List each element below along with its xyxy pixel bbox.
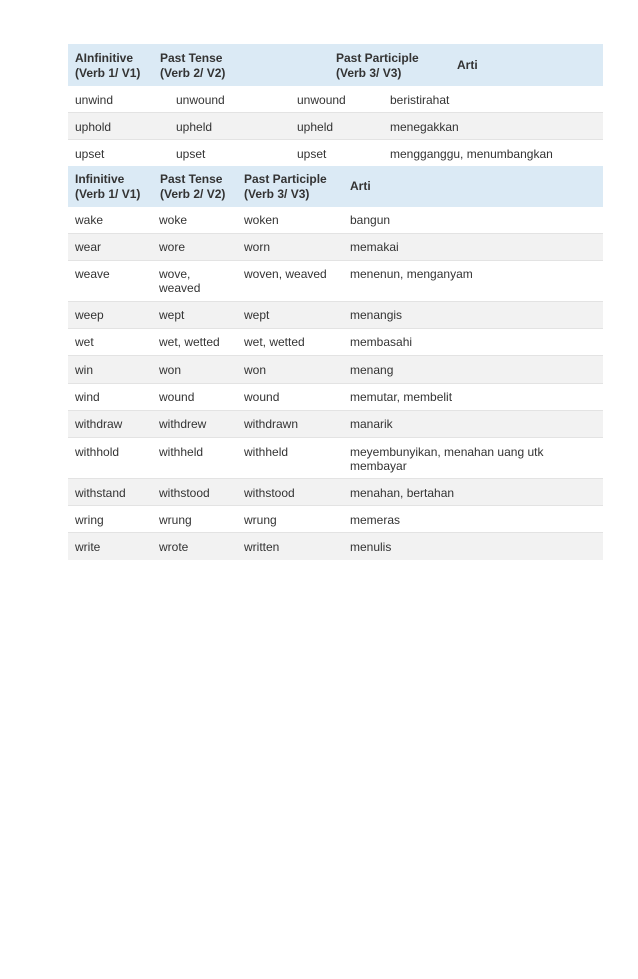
cell-past-tense: wet, wetted <box>159 335 220 349</box>
cell-past-tense: wrote <box>159 540 189 554</box>
table-row <box>68 207 603 234</box>
cell-arti: beristirahat <box>390 93 450 107</box>
cell-past-participle: wept <box>244 308 270 322</box>
cell-infinitive: wear <box>75 240 102 254</box>
cell-infinitive: unwind <box>75 93 114 107</box>
cell-arti: menulis <box>350 540 392 554</box>
cell-infinitive: win <box>75 363 94 377</box>
table2-header-past-tense: Past Tense (Verb 2/ V2) <box>160 172 226 201</box>
cell-past-participle: withdrawn <box>244 417 299 431</box>
cell-infinitive: wet <box>75 335 94 349</box>
table-row <box>68 384 603 411</box>
table-row <box>68 234 603 261</box>
cell-arti: meyembunyikan, menahan uang utk membayar <box>350 445 544 473</box>
table1-header-past-tense: Past Tense (Verb 2/ V2) <box>160 51 226 80</box>
cell-past-participle: unwound <box>297 93 346 107</box>
table1-header <box>68 44 603 86</box>
cell-infinitive: upset <box>75 147 105 161</box>
cell-past-tense: wrung <box>159 513 192 527</box>
table2-header-past-participle: Past Participle (Verb 3/ V3) <box>244 172 327 201</box>
cell-past-tense: wove, weaved <box>159 267 201 295</box>
cell-infinitive: write <box>75 540 101 554</box>
cell-past-participle: upset <box>297 147 327 161</box>
cell-arti: menenun, menganyam <box>350 267 473 281</box>
cell-past-tense: upheld <box>176 120 213 134</box>
table1-header-past-participle: Past Participle (Verb 3/ V3) <box>336 51 419 80</box>
cell-past-tense: woke <box>159 213 188 227</box>
table-row <box>68 438 603 479</box>
cell-arti: bangun <box>350 213 391 227</box>
table-row <box>68 86 603 113</box>
cell-past-participle: worn <box>244 240 271 254</box>
cell-infinitive: weep <box>75 308 104 322</box>
cell-past-participle: woven, weaved <box>244 267 327 281</box>
cell-infinitive: weave <box>75 267 110 281</box>
table-row <box>68 533 603 560</box>
cell-past-participle: withheld <box>244 445 289 459</box>
cell-past-tense: won <box>159 363 182 377</box>
cell-past-tense: wore <box>159 240 186 254</box>
cell-past-participle: written <box>244 540 280 554</box>
cell-arti: membasahi <box>350 335 413 349</box>
cell-infinitive: withdraw <box>75 417 123 431</box>
cell-past-participle: won <box>244 363 267 377</box>
table-row <box>68 113 603 140</box>
table2-header-infinitive: Infinitive (Verb 1/ V1) <box>75 172 141 201</box>
table2-header-arti: Arti <box>350 179 371 193</box>
cell-past-participle: woken <box>244 213 279 227</box>
table-row <box>68 356 603 384</box>
cell-past-tense: withdrew <box>159 417 207 431</box>
table-row <box>68 411 603 438</box>
cell-infinitive: wind <box>75 390 100 404</box>
cell-infinitive: wake <box>75 213 104 227</box>
table-row <box>68 479 603 506</box>
cell-past-tense: withstood <box>159 486 210 500</box>
cell-past-tense: wept <box>159 308 185 322</box>
cell-arti: menang <box>350 363 394 377</box>
cell-infinitive: withhold <box>75 445 120 459</box>
cell-past-participle: wet, wetted <box>244 335 305 349</box>
table-row <box>68 329 603 356</box>
cell-past-participle: wrung <box>244 513 277 527</box>
cell-infinitive: wring <box>75 513 104 527</box>
cell-past-participle: wound <box>244 390 280 404</box>
cell-past-tense: upset <box>176 147 206 161</box>
cell-past-tense: unwound <box>176 93 225 107</box>
cell-arti: manarik <box>350 417 393 431</box>
cell-arti: menangis <box>350 308 403 322</box>
table1-header-arti: Arti <box>457 58 478 72</box>
cell-arti: menegakkan <box>390 120 459 134</box>
cell-arti: memutar, membelit <box>350 390 453 404</box>
cell-past-participle: upheld <box>297 120 334 134</box>
table-row <box>68 261 603 302</box>
table-row <box>68 140 603 166</box>
cell-arti: memakai <box>350 240 399 254</box>
table-row <box>68 302 603 329</box>
cell-infinitive: withstand <box>75 486 126 500</box>
cell-arti: memeras <box>350 513 401 527</box>
cell-past-tense: withheld <box>159 445 204 459</box>
cell-arti: menahan, bertahan <box>350 486 455 500</box>
cell-past-tense: wound <box>159 390 195 404</box>
table2-header <box>68 166 603 207</box>
cell-past-participle: withstood <box>244 486 295 500</box>
table-row <box>68 506 603 533</box>
table1-header-infinitive: AInfinitive (Verb 1/ V1) <box>75 51 141 80</box>
cell-arti: mengganggu, menumbangkan <box>390 147 553 161</box>
cell-infinitive: uphold <box>75 120 112 134</box>
